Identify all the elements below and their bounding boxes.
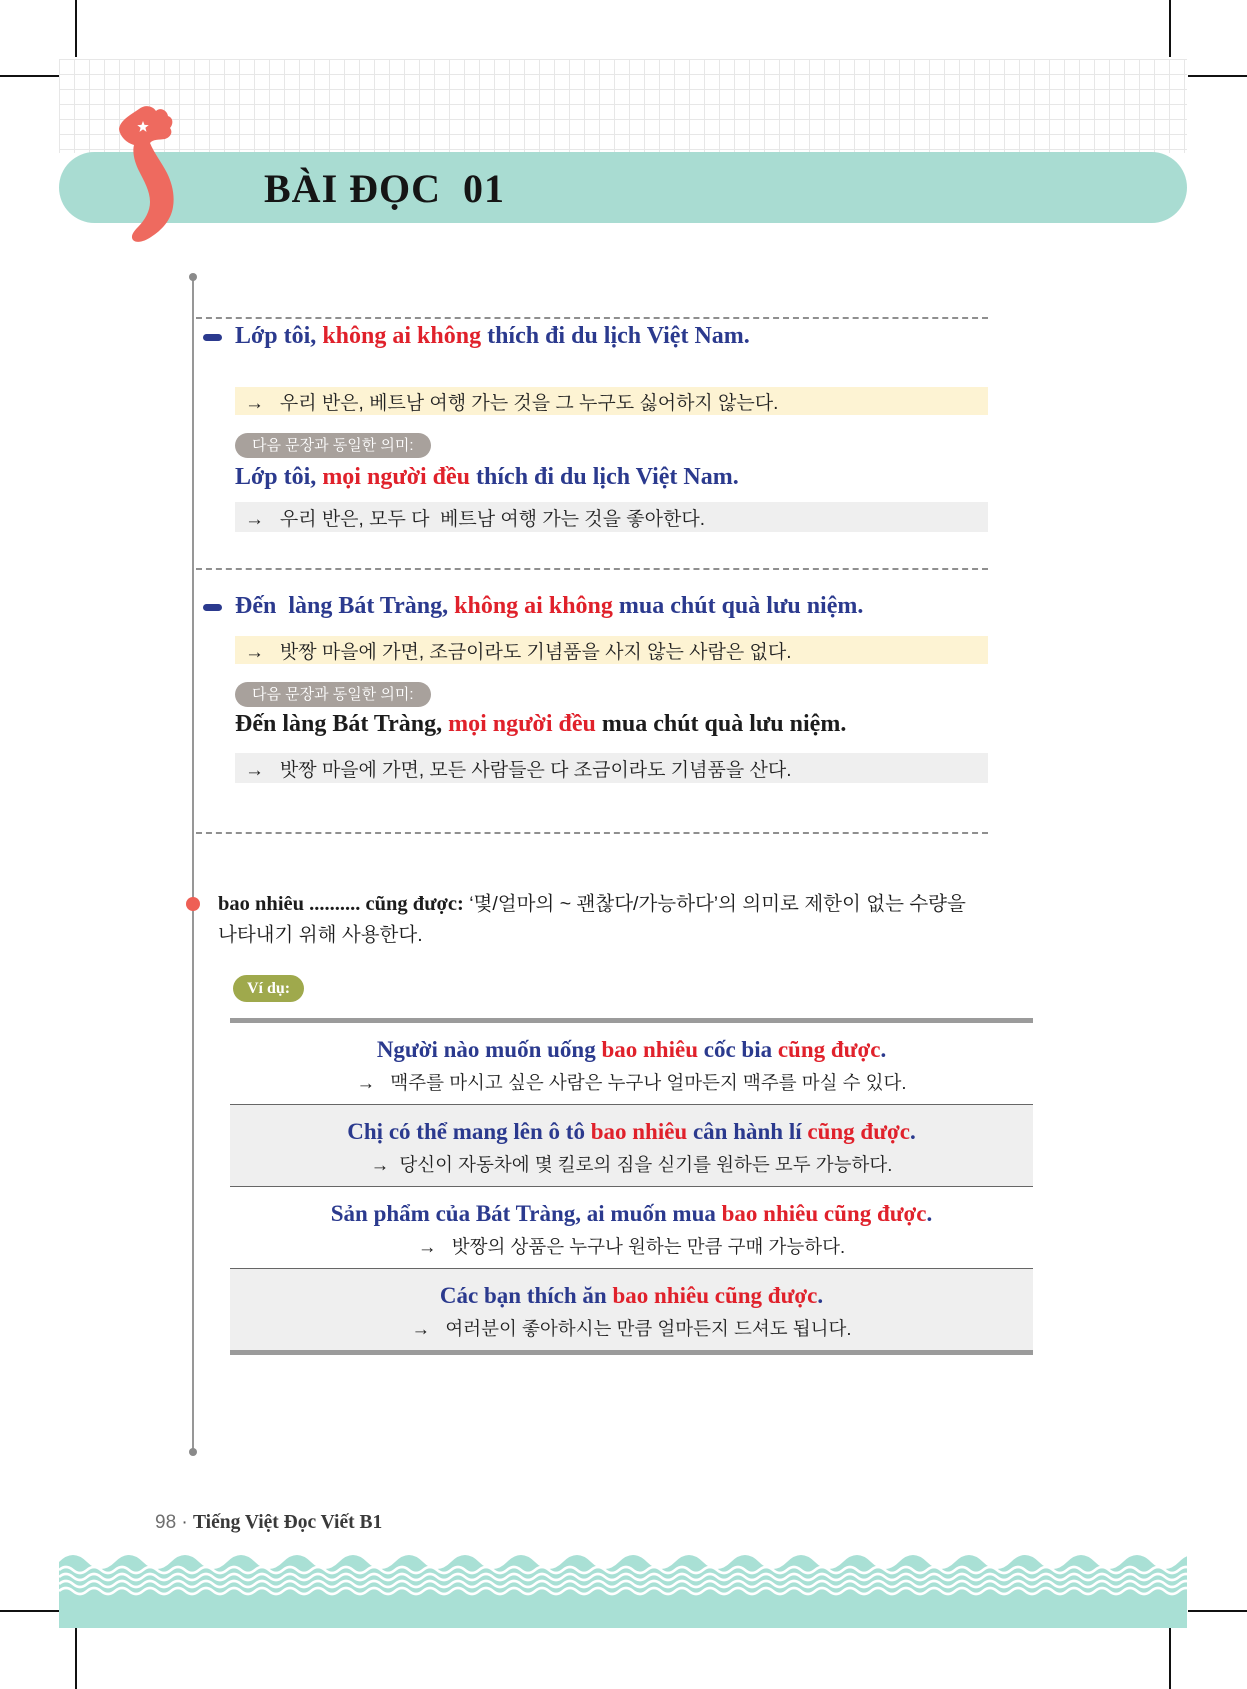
example-row: [230, 1268, 1033, 1350]
crop-mark: [75, 0, 77, 57]
crop-mark: [1169, 0, 1171, 57]
crop-mark: [1169, 1628, 1171, 1689]
footer-separator: ·: [176, 1512, 194, 1533]
same-meaning-badge: 다음 문장과 동일한 의미:: [235, 682, 431, 707]
example-translation: → 맥주를 마시고 싶은 사람은 누구나 얼마든지 맥주를 마실 수 있다.: [356, 1072, 907, 1093]
crop-mark: [0, 1610, 59, 1612]
wave-footer: [59, 1548, 1187, 1628]
example-translation: → 밧짱의 상품은 누구나 원하는 만큼 구매 가능하다.: [417, 1236, 846, 1257]
same-meaning-badge: 다음 문장과 동일한 의미:: [235, 433, 431, 458]
translation-highlight: [235, 753, 988, 783]
grammar-description: ‘몇/얼마의 ~ 괜찮다/가능하다’의 의미로 제한이 없는 수량을 나타내기 위해 사용한다.: [218, 893, 972, 946]
equivalent-sentence: Lớp tôi, mọi người đều thích đi du lịch Việt Nam.: [235, 464, 739, 490]
page-number: 98: [155, 1512, 177, 1533]
example-sentence: Sản phẩm của Bát Tràng, ai muốn mua bao nhiêu cũng được.: [330, 1201, 933, 1226]
dash-bullet-icon: [203, 604, 222, 611]
translation-korean: → 밧짱 마을에 가면, 조금이라도 기념품을 사지 않는 사람은 없다.: [245, 641, 792, 663]
example-badge: Ví dụ:: [233, 975, 304, 1002]
grammar-note: [218, 889, 990, 951]
translation-korean: → 우리 반은, 모두 다 베트남 여행 가는 것을 좋아한다.: [245, 508, 705, 530]
example-row: [230, 1023, 1033, 1104]
grammar-term: bao nhiêu .......... cũng được:: [218, 893, 464, 915]
dash-bullet-icon: [203, 334, 222, 341]
sentence-vietnamese: Lớp tôi, không ai không thích đi du lịch Việt Nam.: [235, 323, 750, 349]
rail-dot-icon: [189, 1448, 197, 1456]
example-sentence: Chị có thể mang lên ô tô bao nhiêu cân hành lí cũng được.: [347, 1119, 916, 1144]
dashed-separator: [196, 832, 988, 834]
example-row: [230, 1186, 1033, 1268]
equivalent-sentence: Đến làng Bát Tràng, mọi người đều mua chút quà lưu niệm.: [235, 711, 847, 737]
crop-mark: [1188, 1610, 1247, 1612]
translation-highlight: [235, 636, 988, 664]
examples-block: [230, 1018, 1033, 1355]
example-translation: → 여러분이 좋아하시는 만큼 얼마든지 드셔도 됩니다.: [411, 1318, 852, 1339]
translation-korean: → 밧짱 마을에 가면, 모든 사람들은 다 조금이라도 기념품을 산다.: [245, 759, 792, 781]
page-footer: [155, 1512, 382, 1534]
page-title: BÀI ĐỌC 01: [264, 166, 506, 211]
example-row: [230, 1104, 1033, 1186]
translation-highlight: [235, 502, 988, 532]
rail-dot-icon: [189, 273, 197, 281]
sentence-vietnamese: Đến làng Bát Tràng, không ai không mua chút quà lưu niệm.: [235, 593, 864, 619]
dashed-separator: [196, 568, 988, 570]
example-sentence: Các bạn thích ăn bao nhiêu cũng được.: [439, 1283, 824, 1308]
crop-mark: [1188, 75, 1247, 77]
content-rail: [192, 278, 194, 1451]
translation-korean: → 우리 반은, 베트남 여행 가는 것을 그 누구도 싫어하지 않는다.: [245, 392, 779, 414]
crop-mark: [75, 1628, 77, 1689]
translation-highlight: [235, 387, 988, 415]
book-title: Tiếng Việt Đọc Viết B1: [193, 1512, 383, 1533]
grid-paper: [59, 59, 1187, 153]
header-banner: [59, 152, 1187, 223]
example-sentence: Người nào muốn uống bao nhiêu cốc bia cũng được.: [376, 1037, 887, 1062]
vietnam-map-icon: [106, 103, 198, 253]
dashed-separator: [196, 317, 988, 319]
grammar-bullet-icon: [186, 897, 200, 911]
crop-mark: [0, 75, 59, 77]
example-translation: → 당신이 자동차에 몇 킬로의 짐을 싣기를 원하든 모두 가능하다.: [370, 1154, 893, 1175]
